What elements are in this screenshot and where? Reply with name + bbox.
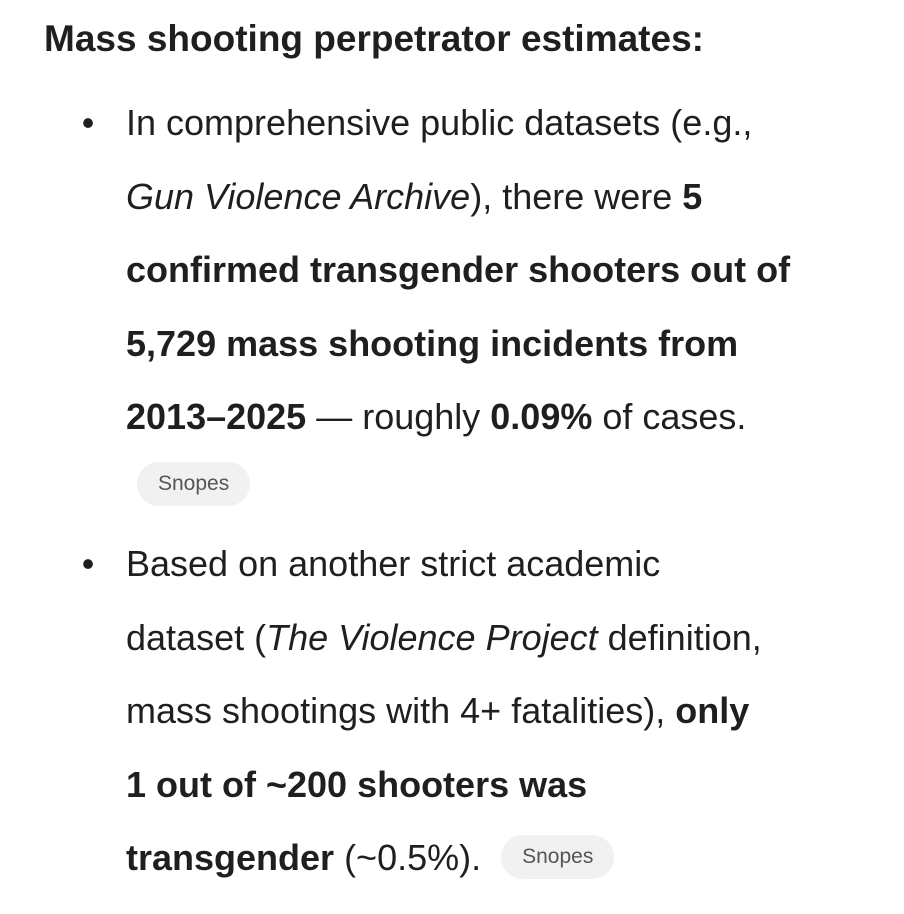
item-1-line-2: Gun Violence Archive), there were 5 [126, 175, 703, 217]
item-2-line-3: mass shootings with 4+ fatalities), only [126, 690, 750, 731]
bullet-icon: • [81, 102, 95, 143]
dataset-name: Gun Violence Archive [126, 175, 471, 217]
item-1-line-4: 5,729 mass shooting incidents from [126, 322, 739, 364]
item-2-line-4: 1 out of ~200 shooters was [126, 763, 588, 805]
list-item [81, 86, 886, 509]
source-chip[interactable]: Snopes [501, 835, 614, 879]
list-item [81, 527, 886, 895]
item-2-line-5: transgender (~0.5%). Snopes [126, 821, 886, 895]
dataset-name: The Violence Project [266, 616, 598, 658]
item-2-line-2: dataset (The Violence Project definition, [126, 616, 762, 658]
section-heading: Mass shooting perpetrator estimates: [44, 18, 704, 59]
item-1-line-5: 2013–2025 — roughly 0.09% of cases. [126, 396, 747, 437]
percent-highlight: 0.09% [490, 396, 593, 437]
source-row [126, 454, 886, 509]
count-highlight: 5 [682, 175, 703, 217]
item-1-line-1: In comprehensive public datasets (e.g., [126, 102, 753, 143]
source-chip[interactable]: Snopes [137, 462, 250, 506]
bullet-icon: • [81, 543, 95, 584]
item-1-line-3: confirmed transgender shooters out of [126, 249, 791, 290]
item-2-line-1: Based on another strict academic [126, 543, 661, 584]
